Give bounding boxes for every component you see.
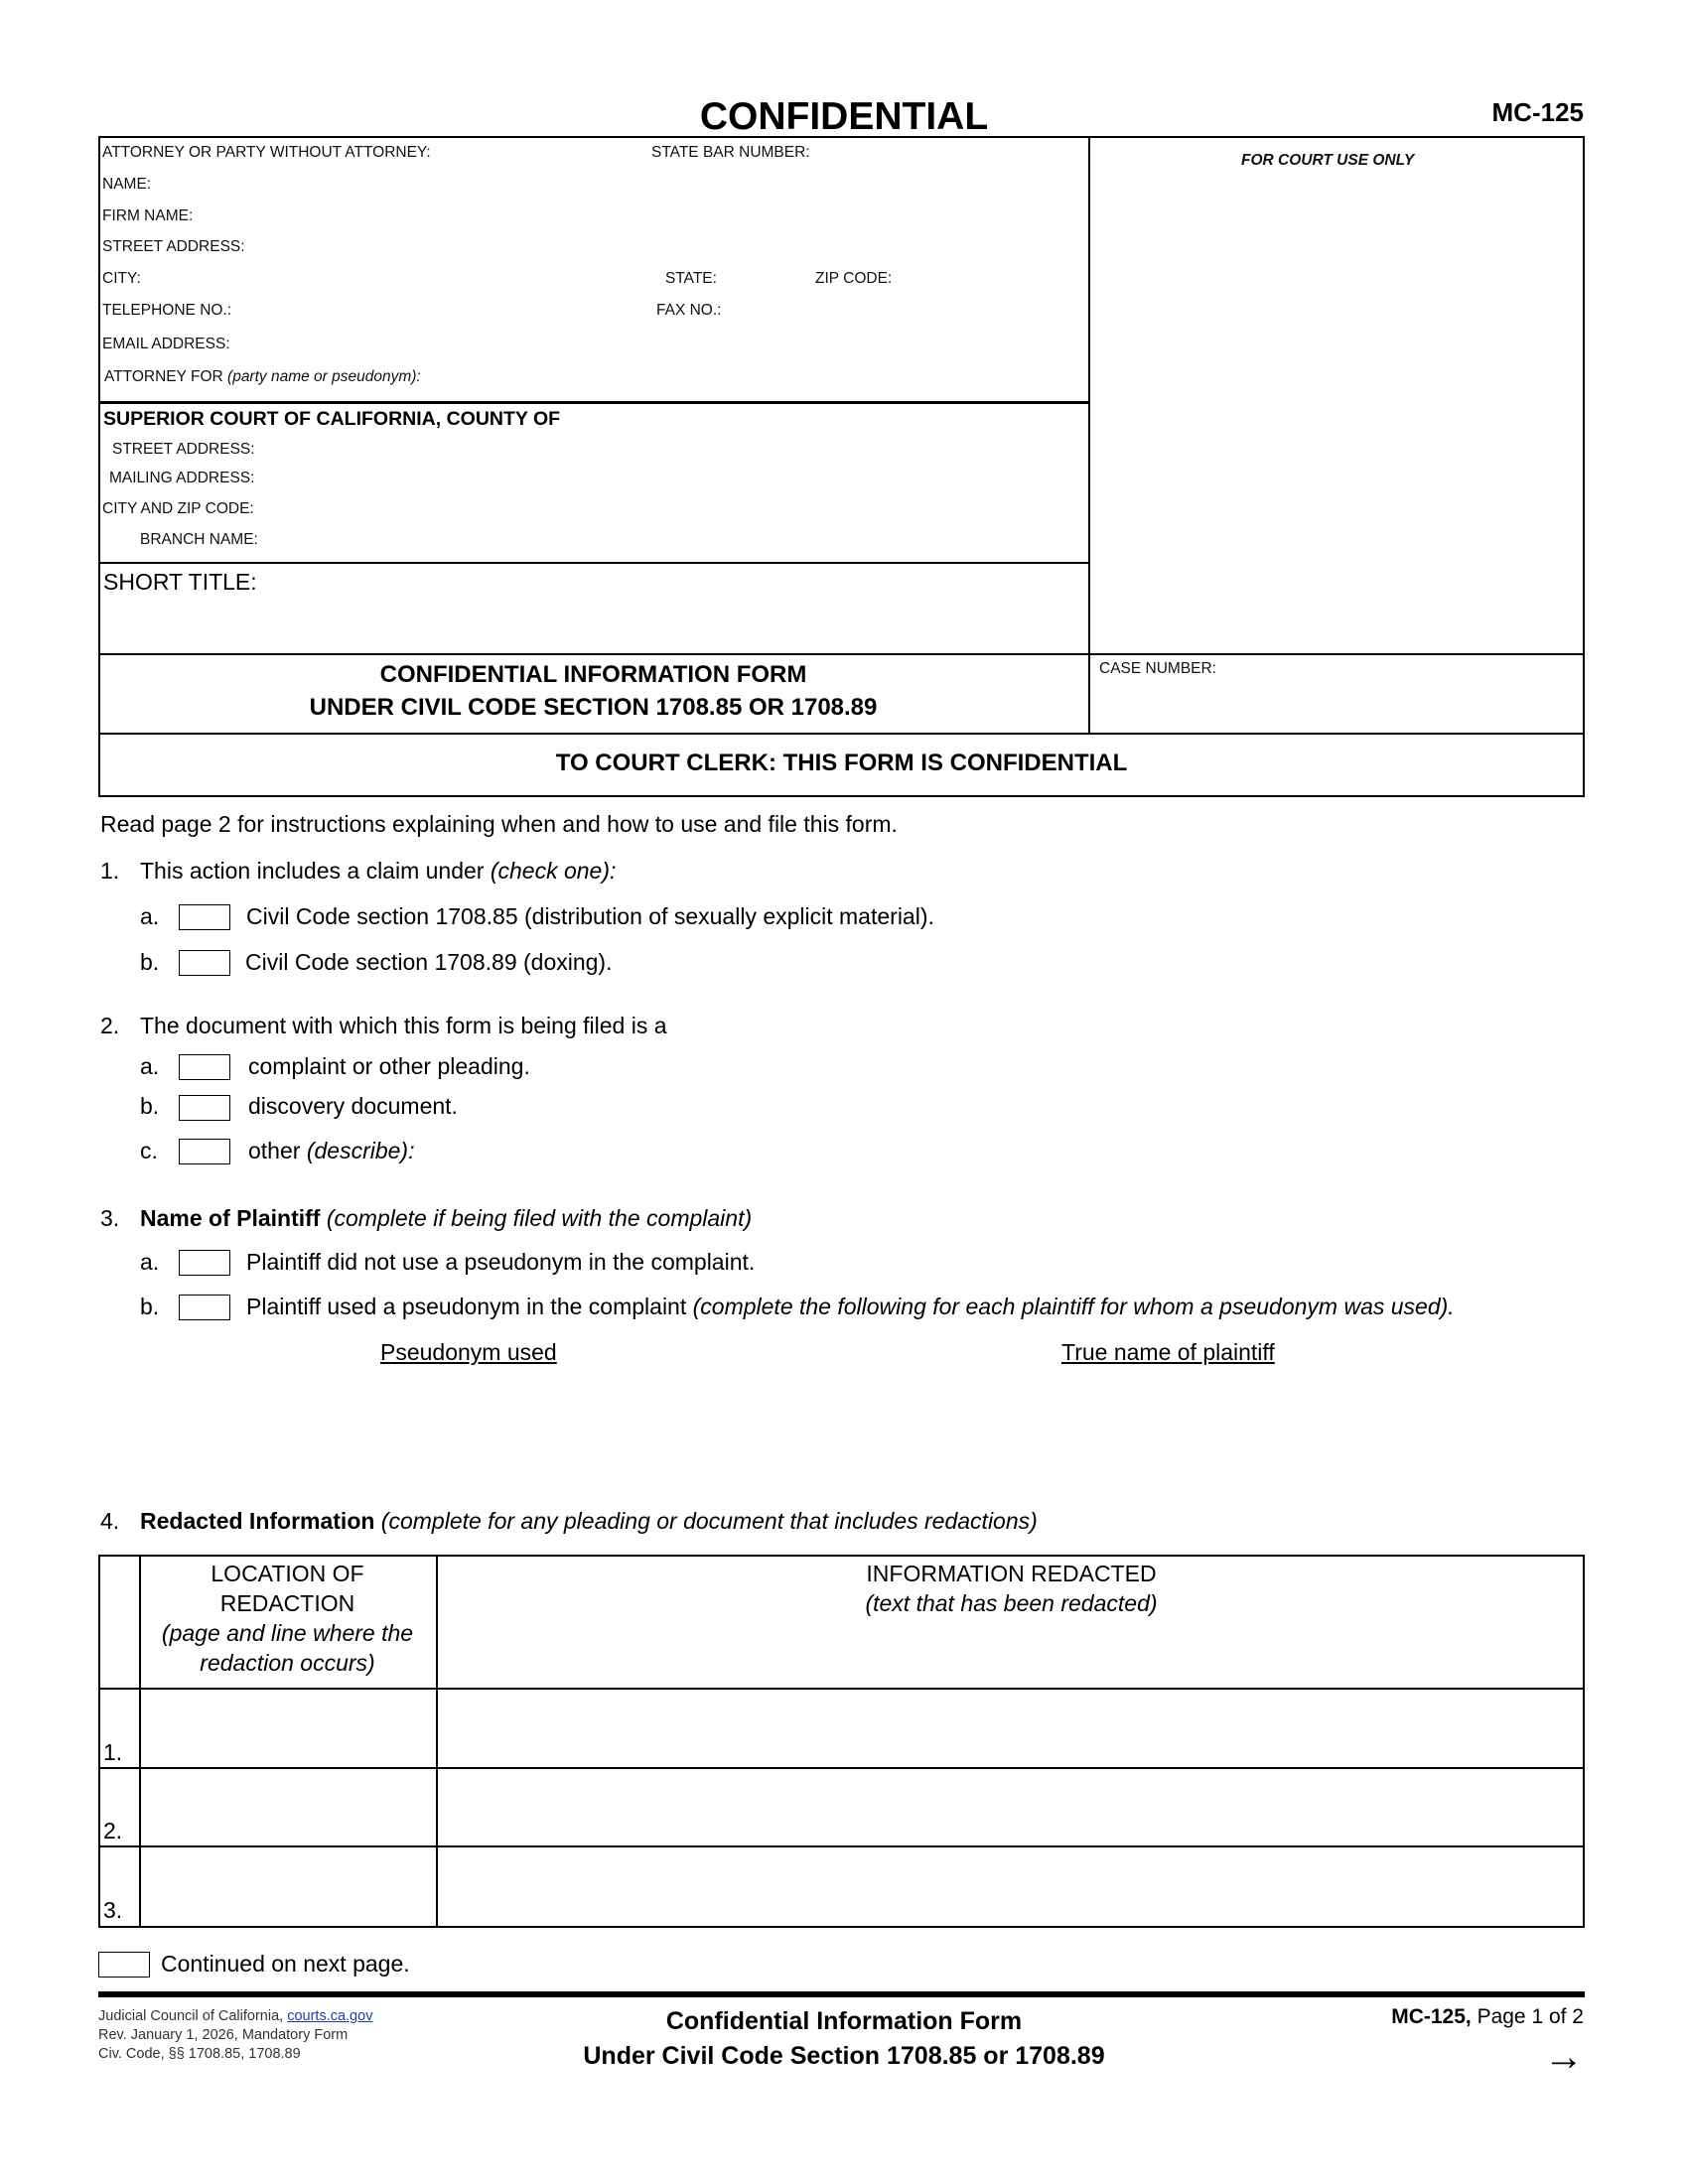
fax-label: FAX NO.: (656, 302, 722, 319)
q2a-text: complaint or other pleading. (248, 1053, 530, 1079)
email-label: EMAIL ADDRESS: (102, 336, 230, 352)
attorney-label: ATTORNEY OR PARTY WITHOUT ATTORNEY: (102, 144, 431, 161)
attorney-for-label (104, 368, 421, 386)
clerk-notice: TO COURT CLERK: THIS FORM IS CONFIDENTIAL (555, 750, 1128, 776)
location-header-line2: REDACTION (219, 1590, 355, 1616)
q1b-letter: b. (140, 949, 160, 975)
q3b-checkbox[interactable] (179, 1295, 230, 1320)
q4-text (140, 1508, 1038, 1535)
court-city-zip-label: CITY AND ZIP CODE: (102, 500, 254, 517)
footer-title-line2: Under Civil Code Section 1708.85 or 1708.89 (583, 2042, 1105, 2070)
row-2-location-cell[interactable] (141, 1769, 436, 1845)
row-number: 3. (103, 1897, 123, 1923)
street-label: STREET ADDRESS: (102, 238, 245, 255)
row-1-location-cell[interactable] (141, 1690, 436, 1767)
q3-title: Name of Plaintiff (140, 1205, 321, 1231)
court-title: SUPERIOR COURT OF CALIFORNIA, COUNTY OF (103, 408, 561, 430)
q3b-text (246, 1294, 1455, 1320)
q2c-hint: (describe): (306, 1138, 415, 1163)
case-number-label: CASE NUMBER: (1099, 660, 1216, 677)
q2c-label: other (248, 1138, 307, 1163)
q3b-label: Plaintiff used a pseudonym in the complaint (246, 1294, 693, 1319)
form-id: MC-125 (1491, 97, 1584, 127)
intro-text: Read page 2 for instructions explaining when and how to use and file this form. (100, 811, 898, 837)
q3-number: 3. (100, 1205, 120, 1231)
row-2-info-cell[interactable] (438, 1769, 1583, 1845)
row-number: 1. (103, 1739, 123, 1765)
q1-label: This action includes a claim under (140, 858, 491, 884)
footer-page-info (1391, 2005, 1584, 2029)
q1-text (140, 858, 616, 885)
courts-link[interactable]: courts.ca.gov (287, 2008, 373, 2024)
q1-hint: (check one): (490, 858, 617, 884)
telephone-label: TELEPHONE NO.: (102, 302, 232, 319)
info-redacted-header (438, 1559, 1585, 1618)
footer-citation: Civ. Code, §§ 1708.85, 1708.89 (98, 2046, 301, 2062)
q3a-letter: a. (140, 1249, 160, 1275)
q1a-text: Civil Code section 1708.85 (distribution of sexually explicit material). (246, 903, 934, 929)
location-hint-line2: redaction occurs) (200, 1650, 375, 1676)
q2a-letter: a. (140, 1053, 160, 1079)
state-label: STATE: (665, 270, 717, 287)
q1-number: 1. (100, 858, 120, 884)
court-street-label: STREET ADDRESS: (112, 441, 255, 458)
q2b-checkbox[interactable] (179, 1095, 230, 1121)
q3a-checkbox[interactable] (179, 1250, 230, 1276)
court-mailing-label: MAILING ADDRESS: (109, 470, 255, 486)
q4-number: 4. (100, 1508, 120, 1534)
q2c-checkbox[interactable] (179, 1139, 230, 1164)
footer-title-line1: Confidential Information Form (665, 2007, 1023, 2035)
location-header-line1: LOCATION OF (211, 1561, 364, 1586)
q3-text (140, 1205, 752, 1232)
q2c-letter: c. (140, 1138, 158, 1163)
form-title-line2: UNDER CIVIL CODE SECTION 1708.85 OR 1708.89 (309, 694, 878, 721)
attorney-for-text: ATTORNEY FOR (104, 368, 223, 385)
q4-title: Redacted Information (140, 1508, 375, 1534)
q2a-checkbox[interactable] (179, 1054, 230, 1080)
firm-label: FIRM NAME: (102, 207, 194, 224)
state-bar-label: STATE BAR NUMBER: (651, 144, 810, 161)
continued-label: Continued on next page. (161, 1951, 410, 1977)
info-redacted-hint: (text that has been redacted) (865, 1590, 1158, 1616)
zip-label: ZIP CODE: (815, 270, 893, 287)
footer-page-number: Page 1 of 2 (1471, 2005, 1584, 2028)
q2-text: The document with which this form is being filed is a (140, 1013, 667, 1038)
pseudonym-column-header: Pseudonym used (380, 1339, 557, 1365)
q4-hint: (complete for any pleading or document that includes redactions) (374, 1508, 1038, 1534)
name-label: NAME: (102, 176, 152, 193)
city-label: CITY: (102, 270, 141, 287)
page-title: CONFIDENTIAL (699, 95, 989, 138)
row-number: 2. (103, 1818, 123, 1843)
q1a-checkbox[interactable] (179, 904, 230, 930)
q3b-letter: b. (140, 1294, 160, 1319)
q2b-letter: b. (140, 1093, 160, 1119)
q2b-text: discovery document. (248, 1093, 458, 1119)
q3a-text: Plaintiff did not use a pseudonym in the complaint. (246, 1249, 756, 1275)
q1b-text: Civil Code section 1708.89 (doxing). (245, 949, 613, 975)
info-redacted-title: INFORMATION REDACTED (866, 1561, 1157, 1586)
location-header (139, 1559, 436, 1678)
footer-form-id: MC-125, (1391, 2005, 1472, 2028)
footer-council-text: Judicial Council of California, (98, 2008, 288, 2024)
short-title-label: SHORT TITLE: (103, 569, 257, 595)
attorney-for-hint: (party name or pseudonym): (227, 368, 421, 385)
q1b-checkbox[interactable] (179, 950, 230, 976)
q3-hint: (complete if being filed with the complaint) (320, 1205, 753, 1231)
row-1-info-cell[interactable] (438, 1690, 1583, 1767)
q2-number: 2. (100, 1013, 120, 1038)
court-branch-label: BRANCH NAME: (140, 531, 258, 548)
continued-checkbox[interactable] (98, 1952, 150, 1978)
location-hint-line1: (page and line where the (161, 1620, 414, 1646)
footer-revision: Rev. January 1, 2026, Mandatory Form (98, 2027, 349, 2043)
q3b-hint: (complete the following for each plaintiff for whom a pseudonym was used). (692, 1294, 1455, 1319)
true-name-column-header: True name of plaintiff (1061, 1339, 1275, 1365)
row-3-info-cell[interactable] (438, 1847, 1583, 1926)
next-page-arrow-icon[interactable]: → (1544, 2035, 1584, 2079)
q2c-text (248, 1138, 414, 1164)
court-use-label: FOR COURT USE ONLY (1241, 152, 1415, 169)
q1a-letter: a. (140, 903, 160, 929)
form-title-line1: CONFIDENTIAL INFORMATION FORM (379, 661, 807, 688)
row-3-location-cell[interactable] (141, 1847, 436, 1926)
